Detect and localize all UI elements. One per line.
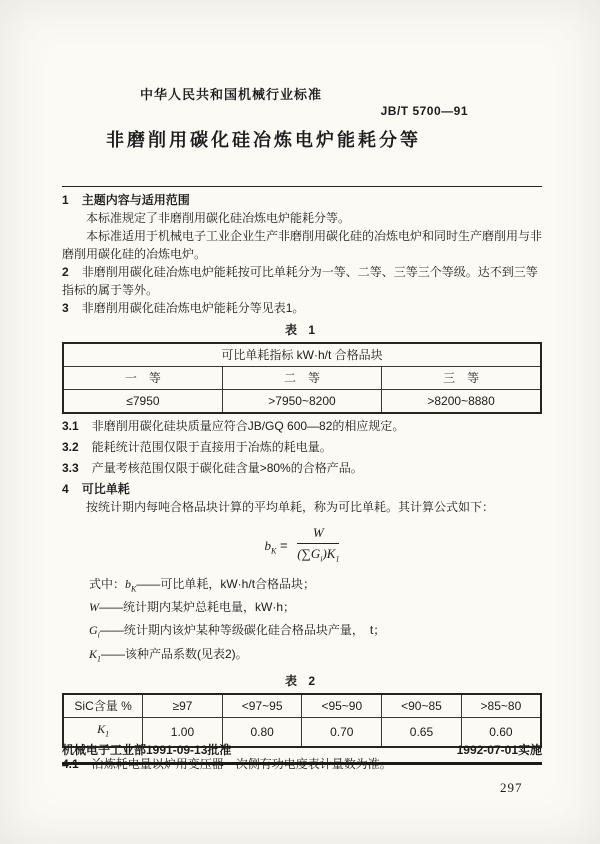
table-2-range-3: <95~90 [302, 694, 382, 718]
section-4-paragraph-1: 按统计期内每吨合格品块计算的平均单耗，称为可比单耗。其计算公式如下： [86, 500, 495, 514]
table-2-k1-value-4: 0.65 [382, 718, 462, 747]
document-title: 非磨削用碳化硅冶炼电炉能耗分等 [106, 130, 421, 150]
formula-comparable-unit-consumption [62, 524, 542, 569]
table-1-caption: 表 1 [284, 323, 319, 337]
definition-label: 式中： [89, 576, 126, 591]
formula-fraction [297, 524, 339, 569]
section-1-paragraph-1: 本标准规定了非磨削用碳化硅冶炼电炉能耗分等。 [86, 211, 351, 225]
section-3-text: 非磨削用碳化硅冶炼电炉能耗分等见表1。 [81, 301, 305, 315]
section-3-3-clause [62, 459, 542, 477]
table-2-k1-value-5: 0.60 [461, 718, 541, 747]
table-2-k1-value-3: 0.70 [302, 718, 382, 747]
section-3-1-number: 3.1 [62, 419, 79, 433]
table-2-range-2: <97~95 [222, 694, 302, 718]
table-1-col-grade3: 三 等 [382, 367, 541, 390]
section-3-3-text: 产量考核范围仅限于碳化硅含量>80%的合格产品。 [91, 461, 363, 475]
table-2-range-4: <90~85 [382, 694, 462, 718]
approval-statement: 机械电子工业部1991-09-13批准 [62, 743, 232, 757]
table-2 [62, 693, 542, 747]
section-2-text: 非磨削用碳化硅冶炼电炉能耗按可比单耗分为一等、二等、三等三个等级。达不到三等指标的属于等外。 [62, 265, 538, 297]
table-2-range-1: ≥97 [143, 694, 223, 718]
standard-type-heading: 中华人民共和国机械行业标准 [140, 87, 323, 102]
table-1 [62, 342, 542, 414]
table-1-value-row [63, 390, 541, 414]
section-1-number: 1 [62, 193, 69, 207]
table-1-value-grade3: >8200~8880 [382, 390, 541, 414]
section-3-3-number: 3.3 [62, 461, 79, 475]
section-4-heading [62, 480, 542, 498]
implementation-date: 1992-07-01实施 [456, 743, 542, 757]
table-1-title-row [63, 343, 541, 367]
table-2-range-5: >85~80 [461, 694, 541, 718]
table-1-header-row [63, 367, 541, 390]
section-3-2-clause [62, 438, 542, 456]
standard-number: JB/T 5700—91 [380, 104, 468, 118]
table-1-col-grade1: 一 等 [63, 367, 222, 390]
table-1-col-grade2: 二 等 [222, 367, 381, 390]
table-2-caption: 表 2 [284, 674, 319, 689]
section-3-number: 3 [62, 301, 69, 315]
document-body [62, 191, 542, 773]
definition-line-w: W——统计期内某炉总耗电量，kW·h； [89, 599, 295, 614]
table-1-value-grade1: ≤7950 [63, 390, 222, 414]
footer-thick-rule [62, 762, 542, 765]
formula-denominator: $(\sum G_i)K_1$ [297, 546, 340, 564]
section-2-number: 2 [62, 265, 69, 279]
table-1-value-grade2: >7950~8200 [222, 390, 381, 414]
table-2-k1-value-1: 1.00 [143, 718, 223, 747]
section-2-clause [62, 263, 542, 299]
table-1-title-cell: 可比单耗指标 kW·h/t 合格品块 [63, 343, 541, 367]
header-divider-rule [62, 186, 542, 187]
section-3-1-clause [62, 417, 542, 435]
section-3-1-text: 非磨削用碳化硅块质量应符合JB/GQ 600—82的相应规定。 [91, 419, 405, 433]
section-3-2-number: 3.2 [62, 440, 79, 454]
definition-line-bk: 式中：$b_K——$可比单耗，kW·h/t合格品块； [89, 576, 316, 593]
section-1-heading [62, 191, 542, 209]
section-4-number: 4 [62, 482, 69, 496]
section-3-2-text: 能耗统计范围仅限于直接用于冶炼的耗电量。 [91, 440, 332, 454]
formula-equals-sign: = [280, 537, 288, 553]
section-1-paragraph-2: 本标准适用于机械电子工业企业生产非磨削用碳化硅的冶炼电炉和同时生产磨削用与非磨削用碳化硅的冶炼电炉。 [62, 229, 543, 261]
formula-lhs: $b_K$ [264, 537, 277, 556]
formula-numerator: W [297, 524, 339, 544]
section-1-title: 主题内容与适用范围 [81, 193, 190, 207]
definition-line-gi: $G_i——$统计期内该炉某种等级碳化硅合格品块产量， t； [89, 623, 386, 640]
section-4-title: 可比单耗 [81, 482, 130, 496]
definition-line-k1: $K_1——$该种产品系数(见表2)。 [89, 646, 248, 664]
table-2-k1-value-2: 0.80 [222, 718, 302, 747]
document-footer [62, 741, 542, 765]
table-2-header-row [63, 694, 541, 718]
table-2-sic-content-header: SiC含量 % [63, 694, 143, 718]
page-number: 297 [500, 780, 523, 795]
section-3-clause [62, 299, 542, 317]
table-2-k1-label: $K_1$ [63, 718, 143, 747]
